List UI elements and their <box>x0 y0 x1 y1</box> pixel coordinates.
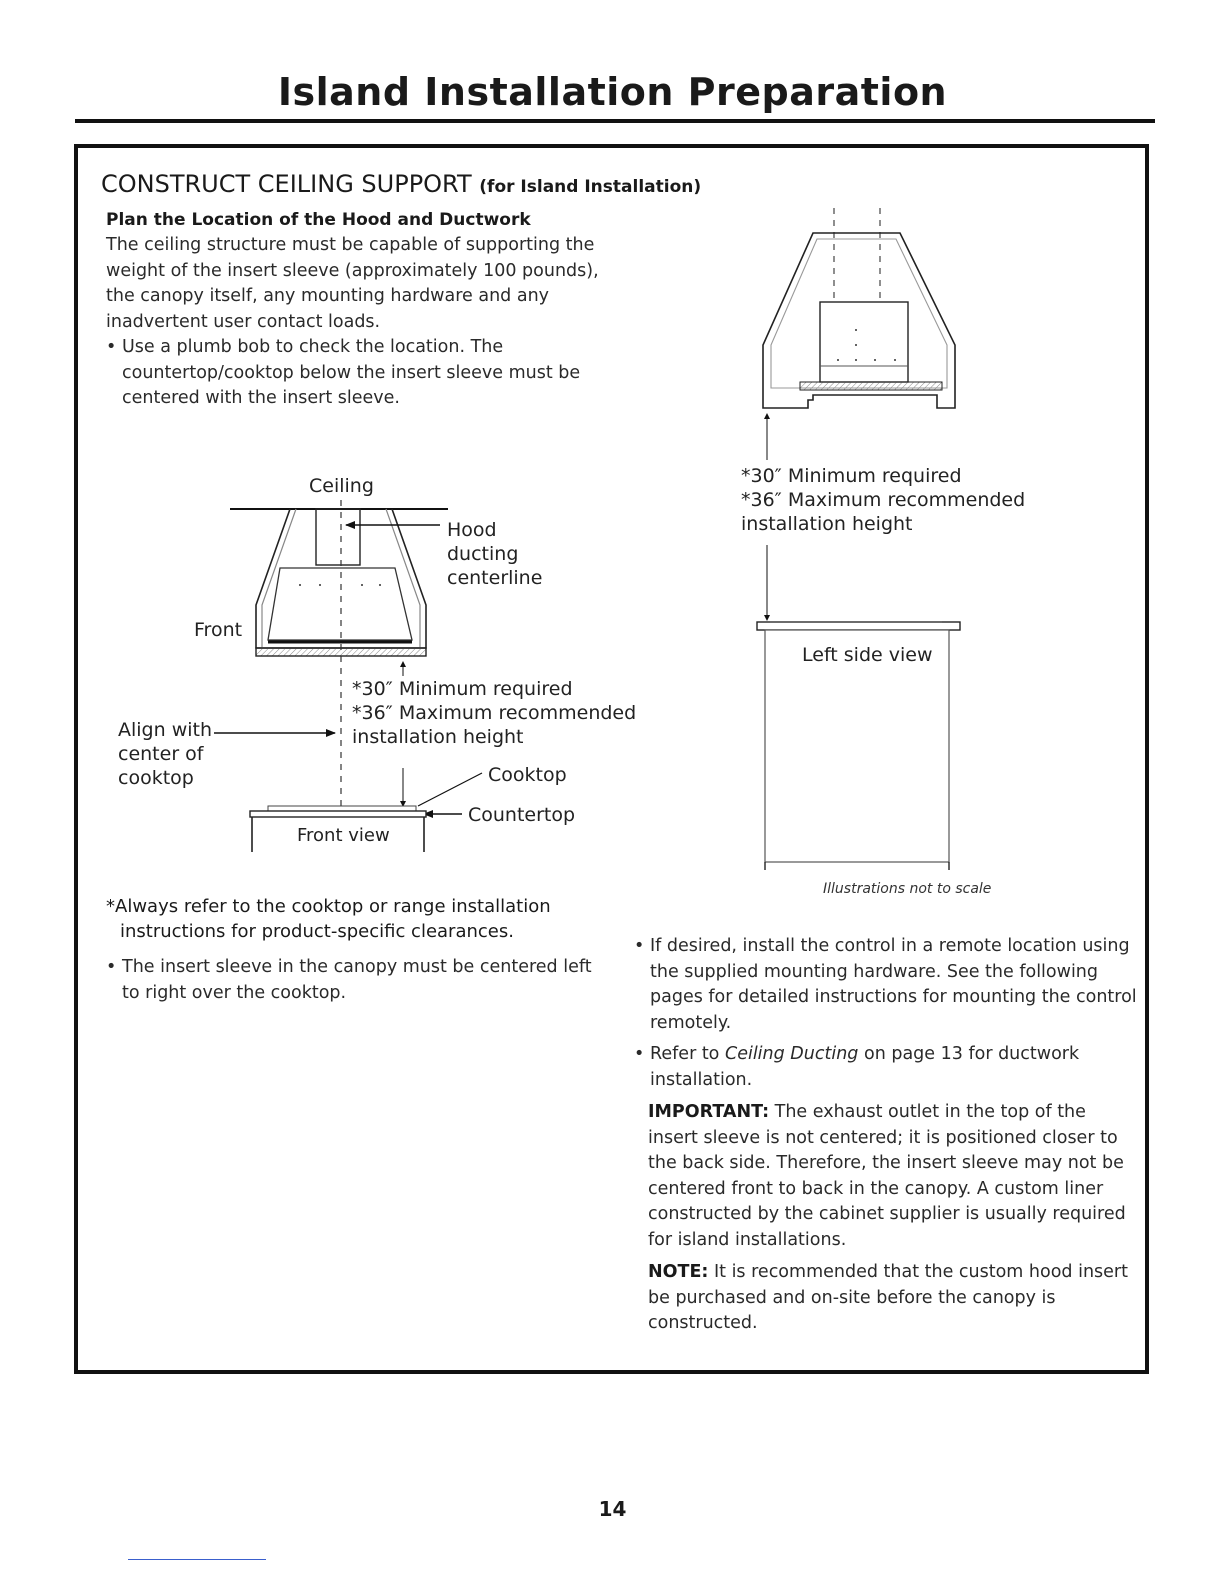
label-side-height: installation height <box>741 513 913 535</box>
section-heading-suffix: (for Island Installation) <box>479 177 702 197</box>
section-heading-main: CONSTRUCT CEILING SUPPORT <box>101 170 472 198</box>
subheading-plan-location: Plan the Location of the Hood and Ductwork <box>106 210 531 230</box>
bullet-plumb-bob: • Use a plumb bob to check the location. The countertop/cooktop below the insert sleeve must be centered with the insert sleeve. <box>106 335 632 412</box>
insert-sleeve <box>316 509 360 565</box>
label-ceiling: Ceiling <box>309 475 374 497</box>
page-title: Island Installation Preparation <box>277 70 948 114</box>
label-hood: Hood <box>447 519 497 541</box>
label-front: Front <box>194 619 243 641</box>
refer-prefix: Refer to <box>650 1044 725 1064</box>
always-refer-line-2: instructions for product-specific clearances. <box>120 921 514 942</box>
always-refer-note <box>106 894 586 944</box>
important-label: IMPORTANT: <box>648 1102 770 1122</box>
label-align-with: Align with <box>118 719 213 741</box>
important-text: The exhaust outlet in the top of the insert sleeve is not centered; it is positioned closer to the back side. Therefore, the insert sleeve may not be centered front to back in the canopy. A custom liner constructed by the cabinet supplier is usually required for island installations. <box>648 1102 1126 1250</box>
page-number: 14 <box>598 1497 627 1521</box>
label-countertop: Countertop <box>468 804 576 826</box>
refer-suffix: on page 13 for ductwork installation. <box>650 1044 1080 1090</box>
front-view-diagram <box>118 475 636 852</box>
label-center-of: center of <box>118 743 204 765</box>
illustration-caption: Illustrations not to scale <box>823 881 992 897</box>
bullet-insert-centered: • The insert sleeve in the canopy must be centered left to right over the cooktop. <box>106 955 612 1006</box>
bullet-remote-control: • If desired, install the control in a remote location using the supplied mounting hardware. See the following pages for detailed instructions for mounting the control remotely. <box>634 934 1150 1036</box>
ceiling-paragraph: The ceiling structure must be capable of supporting the weight of the insert sleeve (approximately 100 pounds), the canopy itself, any mounting hardware and any inadvertent user contact loads. <box>106 235 599 332</box>
label-ducting: ducting <box>447 543 519 565</box>
note-paragraph <box>648 1260 1128 1337</box>
refer-ceiling-ducting: Ceiling Ducting <box>724 1044 859 1064</box>
side-insert-sleeve <box>820 302 908 382</box>
label-left-side-view: Left side view <box>802 644 933 666</box>
label-centerline: centerline <box>447 567 543 589</box>
note-label: NOTE: <box>648 1262 709 1282</box>
label-side-height-max: *36″ Maximum recommended <box>741 489 1026 511</box>
label-front-height-min: *30″ Minimum required <box>352 678 573 700</box>
label-front-view: Front view <box>297 825 390 846</box>
important-paragraph <box>648 1100 1128 1253</box>
always-refer-line-1: *Always refer to the cooktop or range installation <box>106 896 551 917</box>
label-front-height-max: *36″ Maximum recommended <box>352 702 637 724</box>
side-view-diagram <box>741 208 1025 870</box>
label-cooktop-align: cooktop <box>118 767 194 789</box>
note-text: It is recommended that the custom hood insert be purchased and on-site before the canopy is constructed. <box>648 1262 1128 1333</box>
label-cooktop: Cooktop <box>488 764 567 786</box>
label-side-height-min: *30″ Minimum required <box>741 465 962 487</box>
footer-link-line <box>128 1559 266 1560</box>
bullet-refer-ducting <box>634 1042 1150 1093</box>
label-front-height: installation height <box>352 726 524 748</box>
